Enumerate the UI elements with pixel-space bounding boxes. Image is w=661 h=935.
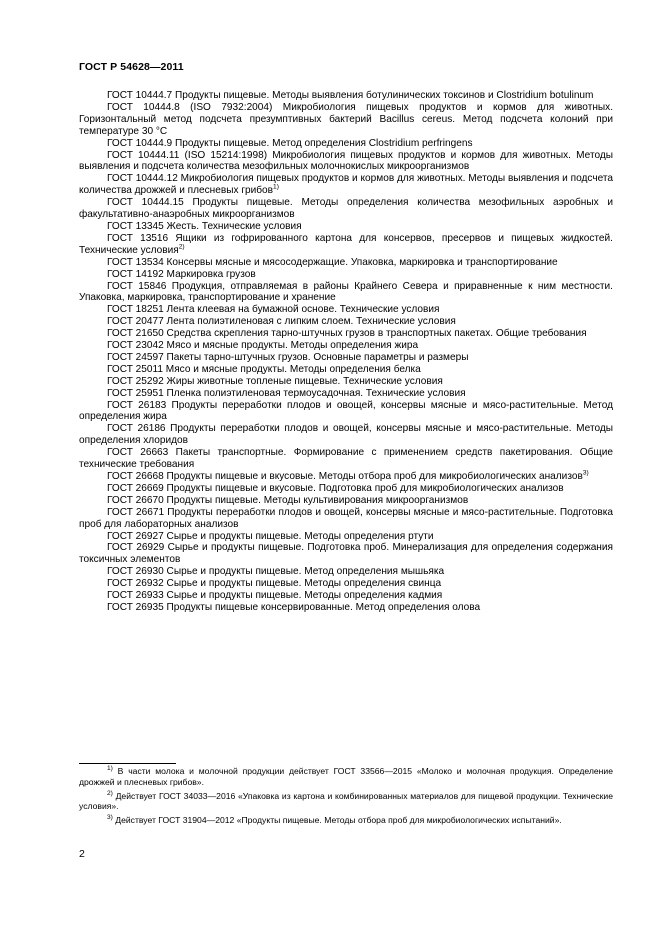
reference-item (79, 578, 613, 590)
reference-item (79, 542, 613, 566)
reference-text: ГОСТ 25011 Мясо и мясные продукты. Методы определения белка (107, 363, 421, 375)
footnotes-section (79, 766, 613, 829)
reference-item (79, 495, 613, 507)
footnote-marker: 3) (582, 469, 589, 477)
reference-text: ГОСТ 10444.9 Продукты пищевые. Метод определения Clostridium perfringens (107, 137, 473, 149)
reference-item (79, 388, 613, 400)
reference-text: ГОСТ 13516 Ящики из гофрированного картона для консервов, пресервов и пищевых жидкостей. Технические условия (79, 232, 613, 256)
reference-text: ГОСТ 10444.8 (ISO 7932:2004) Микробиология пищевых продуктов и кормов для животных. Горизонтальный метод подсчета презумптивных бактерий Bacillus cereus. Метод подсчета колоний при температуре 30 °C (79, 101, 613, 137)
reference-text: ГОСТ 26670 Продукты пищевые. Методы культивирования микроорганизмов (107, 494, 469, 506)
normative-references-list (79, 90, 613, 614)
footnote-text: Действует ГОСТ 31904—2012 «Продукты пищевые. Методы отбора проб для микробиологических испытаний». (115, 815, 562, 826)
reference-text: ГОСТ 14192 Маркировка грузов (107, 268, 256, 280)
reference-item (79, 531, 613, 543)
footnote-text: В части молока и молочной продукции действует ГОСТ 33566—2015 «Молоко и молочная продукция. Определение дрожжей и плесневых грибов». (79, 766, 613, 787)
reference-item (79, 304, 613, 316)
reference-item (79, 173, 613, 197)
reference-text: ГОСТ 26663 Пакеты транспортные. Формирование с применением средств пакетирования. Общие технические требования (79, 447, 613, 471)
reference-item (79, 233, 613, 257)
reference-text: ГОСТ 15846 Продукция, отправляемая в районы Крайнего Севера и приравненные к ним местности. Упаковка, маркировка, транспортирование и хранение (79, 280, 613, 304)
reference-text: ГОСТ 26927 Сырье и продукты пищевые. Методы определения ртути (107, 530, 434, 542)
reference-text: ГОСТ 26933 Сырье и продукты пищевые. Методы определения кадмия (107, 590, 443, 602)
reference-text: ГОСТ 23042 Мясо и мясные продукты. Методы определения жира (107, 340, 419, 352)
reference-item (79, 221, 613, 233)
reference-item (79, 483, 613, 495)
reference-item (79, 590, 613, 602)
footnote-item (79, 815, 613, 826)
reference-item (79, 197, 613, 221)
reference-item (79, 102, 613, 138)
reference-item (79, 364, 613, 376)
reference-text: ГОСТ 10444.15 Продукты пищевые. Методы определения количества мезофильных аэробных и факультативно-анаэробных микроорганизмов (79, 197, 613, 221)
reference-text: ГОСТ 26935 Продукты пищевые консервированные. Метод определения олова (107, 601, 481, 613)
reference-text: ГОСТ 25292 Жиры животные топленые пищевые. Технические условия (107, 375, 443, 387)
reference-text: ГОСТ 26671 Продукты переработки плодов и овощей, консервы мясные и мясо-растительные. Подготовка проб для лабораторных анализов (79, 506, 613, 530)
reference-text: ГОСТ 24597 Пакеты тарно-штучных грузов. Основные параметры и размеры (107, 351, 469, 363)
reference-text: ГОСТ 26668 Продукты пищевые и вкусовые. Методы отбора проб для микробиологических анализов (107, 471, 583, 482)
reference-item (79, 566, 613, 578)
reference-item (79, 602, 613, 614)
reference-item (79, 269, 613, 281)
reference-text: ГОСТ 13345 Жесть. Технические условия (107, 220, 302, 232)
footnote-item (79, 766, 613, 788)
reference-item (79, 316, 613, 328)
reference-text: ГОСТ 25951 Пленка полиэтиленовая термоусадочная. Технические условия (107, 387, 466, 399)
reference-item (79, 150, 613, 174)
footnote-mark: 2) (107, 789, 113, 797)
page-number: 2 (79, 848, 85, 860)
reference-text: ГОСТ 20477 Лента полиэтиленовая с липким слоем. Технические условия (107, 316, 456, 328)
footnote-separator (79, 763, 176, 764)
reference-text: ГОСТ 10444.7 Продукты пищевые. Методы выявления ботулинических токсинов и Clostridium botulinum (107, 90, 594, 101)
reference-item (79, 447, 613, 471)
reference-text: ГОСТ 18251 Лента клеевая на бумажной основе. Технические условия (107, 304, 440, 316)
footnote-mark: 3) (107, 814, 113, 822)
reference-text: ГОСТ 13534 Консервы мясные и мясосодержащие. Упаковка, маркировка и транспортирование (107, 256, 558, 268)
reference-item (79, 352, 613, 364)
reference-text: ГОСТ 26932 Сырье и продукты пищевые. Методы определения свинца (107, 578, 442, 590)
reference-item (79, 471, 613, 483)
reference-item (79, 281, 613, 305)
reference-text: ГОСТ 26929 Сырье и продукты пищевые. Подготовка проб. Минерализация для определения содержания токсичных элементов (79, 542, 613, 566)
reference-item (79, 257, 613, 269)
reference-item (79, 507, 613, 531)
reference-item (79, 138, 613, 150)
footnote-item (79, 791, 613, 813)
reference-item (79, 423, 613, 447)
document-header: ГОСТ Р 54628—2011 (79, 61, 184, 73)
reference-item (79, 340, 613, 352)
reference-text: ГОСТ 21650 Средства скрепления тарно-штучных грузов в транспортных пакетах. Общие требования (107, 328, 587, 340)
reference-text: ГОСТ 10444.12 Микробиология пищевых продуктов и кормов для животных. Методы выявления и подсчета количества дрожжей и плесневых грибов (79, 173, 613, 197)
reference-item (79, 376, 613, 388)
footnote-text: Действует ГОСТ 34033—2016 «Упаковка из картона и комбинированных материалов для пищевой продукции. Технические условия». (79, 790, 614, 812)
reference-item (79, 328, 613, 340)
reference-item (79, 90, 613, 102)
footnote-marker: 1) (273, 183, 279, 191)
reference-item (79, 400, 613, 424)
reference-text: ГОСТ 10444.11 (ISO 15214:1998) Микробиология пищевых продуктов и кормов для животных. Методы выявления и подсчета количества мезофильных молочнокислых микроорганизмов (79, 149, 613, 173)
reference-text: ГОСТ 26183 Продукты переработки плодов и овощей, консервы мясные и мясо-растительные. Метод определения жира (79, 399, 613, 423)
reference-text: ГОСТ 26186 Продукты переработки плодов и овощей, консервы мясные и мясо-растительные. Методы определения хлоридов (79, 423, 613, 447)
footnote-mark: 1) (107, 765, 113, 773)
reference-text: ГОСТ 26930 Сырье и продукты пищевые. Метод определения мышьяка (107, 566, 445, 578)
footnote-marker: 2) (178, 243, 185, 251)
reference-text: ГОСТ 26669 Продукты пищевые и вкусовые. Подготовка проб для микробиологических анализов (107, 482, 564, 494)
